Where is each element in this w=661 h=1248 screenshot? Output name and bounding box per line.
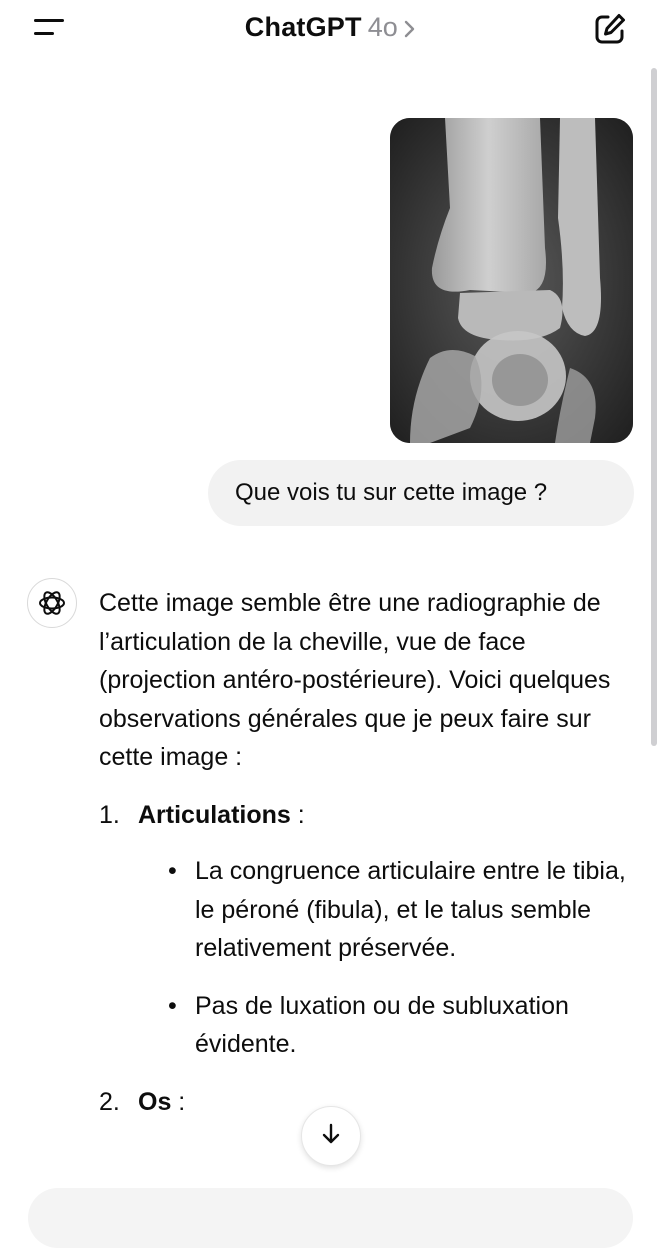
section-suffix: : (171, 1087, 186, 1116)
list-number: 1. (99, 800, 120, 829)
section-title: Articulations (138, 800, 291, 829)
chevron-right-icon (404, 19, 416, 44)
model-selector[interactable] (0, 12, 661, 44)
message-composer[interactable] (28, 1188, 633, 1248)
list-item (99, 1083, 629, 1122)
bullet-list (138, 852, 629, 1064)
bullet-dot: • (168, 857, 177, 885)
scroll-down-button[interactable] (301, 1106, 361, 1166)
bullet-item (138, 987, 629, 1064)
list-number: 2. (99, 1087, 120, 1116)
arrow-down-icon (318, 1121, 344, 1152)
bullet-dot: • (168, 991, 177, 1020)
section-title: Os (138, 1087, 172, 1116)
top-bar (0, 0, 661, 58)
ankle-xray-image[interactable] (390, 118, 633, 443)
bullet-item (138, 852, 629, 968)
list-item (99, 796, 629, 1064)
openai-logo-icon (27, 578, 77, 628)
assistant-intro: Cette image semble être une radiographie de l’articulation de la cheville, vue de face (projection antéro-postérieure). Voici quelques observations générales que je peux faire sur cette image : (99, 589, 611, 771)
compose-icon[interactable] (592, 11, 628, 47)
bullet-text: Pas de luxation ou de subluxation évidente. (195, 991, 569, 1058)
assistant-message (99, 584, 629, 1121)
model-version: 4o (367, 12, 398, 42)
bullet-text: La congruence articulaire entre le tibia, le péroné (fibula), et le talus semble relativement préservée. (195, 857, 626, 962)
user-message-bubble (208, 460, 634, 526)
user-message-text: Que vois tu sur cette image ? (235, 479, 548, 506)
app-title: ChatGPT (244, 12, 362, 42)
scrollbar[interactable] (651, 68, 657, 746)
section-suffix: : (290, 800, 305, 829)
